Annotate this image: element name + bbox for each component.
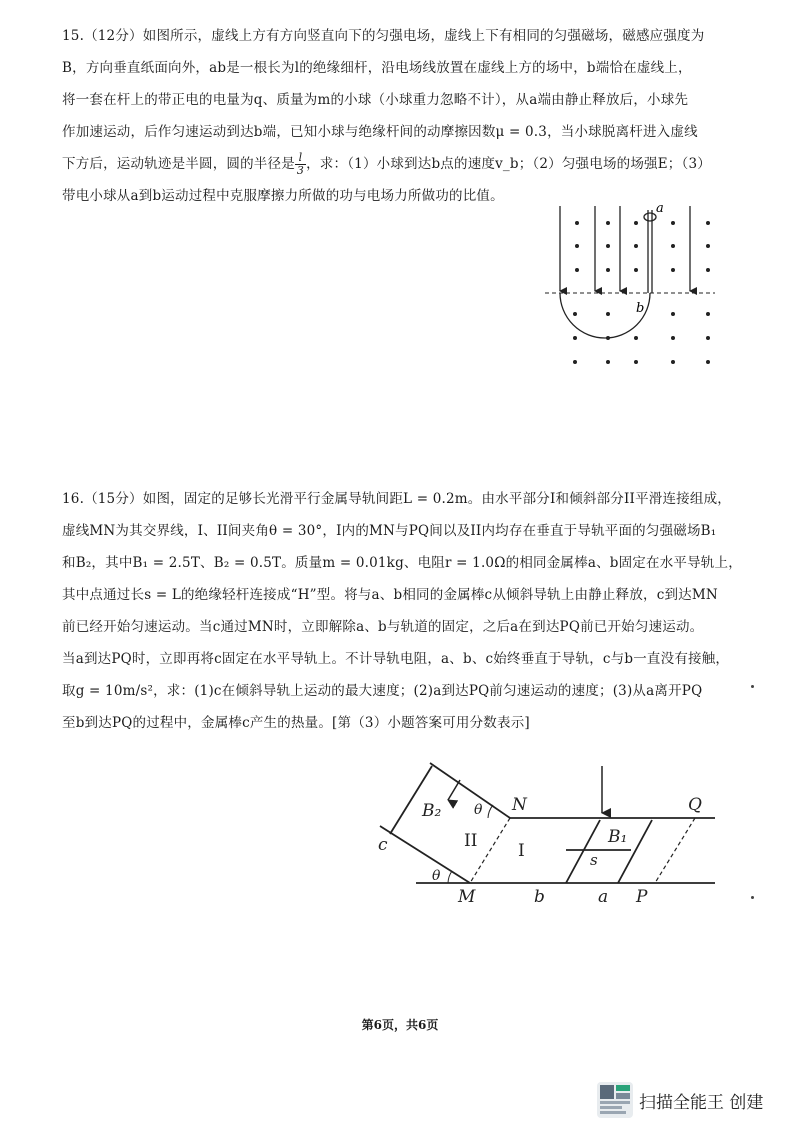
problem-15-line-2: B，方向垂直纸面向外，ab是一根长为l的绝缘细杆，沿电场线放置在虚线上方的场中，b端恰在虚线上， [62, 60, 692, 76]
label-region-II: II [464, 831, 478, 851]
problem-15-figure [540, 196, 720, 376]
problem-15-line-1: 15.（12分）如图所示，虚线上方有方向竖直向下的匀强电场，虚线上下有相同的匀强磁场，磁感应强度为 [62, 28, 705, 44]
angle-arc-top [488, 805, 493, 818]
watermark-text: 扫描全能王 创建 [639, 1092, 764, 1113]
label-region-I: I [518, 841, 525, 861]
region-2-left-edge [390, 766, 432, 834]
label-s: s [590, 851, 598, 869]
label-Q: Q [688, 795, 702, 815]
problem-16-line-8: 至b到达PQ的过程中，金属棒c产生的热量。[第（3）小题答案可用分数表示] [62, 715, 530, 731]
scanner-watermark [597, 1080, 763, 1120]
problem-15-line-5 [62, 148, 742, 180]
problem-15 [62, 20, 742, 212]
problem-15-line-3: 将一套在杆上的带正电的电量为q、质量为m的小球（小球重力忽略不计），从a端由静止释放后，小球先 [62, 92, 689, 108]
bead [644, 213, 656, 221]
problem-16-line-6: 当a到达PQ时，立即再将c固定在水平导轨上。不计导轨电阻，a、b、c始终垂直于导轨，c与b一直没有接触， [62, 651, 730, 667]
radius-fraction [295, 152, 306, 177]
problem-16-figure [370, 758, 720, 908]
camscanner-logo-icon [597, 1082, 633, 1118]
scan-speck [751, 896, 754, 899]
B2-arrow [448, 780, 460, 800]
problem-15-line-5-post: ，求：（1）小球到达b点的速度v_b；（2）匀强电场的场强E；（3） [306, 156, 711, 172]
label-c: c [378, 835, 388, 855]
label-b: b [636, 301, 645, 316]
radius-numerator: l [295, 152, 306, 165]
scan-speck [751, 685, 754, 688]
problem-16-line-5: 前已经开始匀速运动。当c通过MN时，立即解除a、b与轨道的固定，之后a在到达PQ前已开始匀速运动。 [62, 619, 704, 635]
problem-16-line-7: 取g = 10m/s²，求：(1)c在倾斜导轨上运动的最大速度；(2)a到达PQ前匀速运动的速度；(3)从a离开PQ [62, 683, 703, 699]
label-theta-top: θ [474, 802, 483, 818]
problem-15-line-5-pre: 下方后，运动轨迹是半圆，圆的半径是 [62, 156, 295, 172]
boundary-PQ [655, 818, 695, 883]
label-M: M [458, 887, 476, 907]
problem-16-line-4: 其中点通过长s = L的绝缘轻杆连接成“H”型。将与a、b相同的金属棒c从倾斜导轨上由静止释放，c到达MN [62, 587, 718, 603]
problem-15-line-4: 作加速运动，后作匀速运动到达b端，已知小球与绝缘杆间的动摩擦因数μ = 0.3，当小球脱离杆进入虚线 [62, 124, 698, 140]
label-B2: B₂ [422, 801, 442, 821]
label-N: N [512, 795, 527, 815]
label-B1: B₁ [608, 827, 628, 847]
label-theta-bottom: θ [432, 868, 441, 884]
problem-16-line-1: 16.（15分）如图，固定的足够长光滑平行金属导轨间距L = 0.2m。由水平部分I和倾斜部分II平滑连接组成， [62, 491, 731, 507]
incline-rail-top [430, 763, 510, 818]
page-number: 第6页，共6页 [361, 1018, 439, 1032]
problem-15-line-6: 带电小球从a到b运动过程中克服摩擦力所做的功与电场力所做功的比值。 [62, 188, 504, 204]
incline-rail-bottom [380, 826, 470, 883]
label-a: a [598, 887, 609, 907]
problem-16-line-3: 和B₂，其中B₁ = 2.5T、B₂ = 0.5T。质量m = 0.01kg、电阻r = 1.0Ω的相同金属棒a、b固定在水平导轨上， [62, 555, 742, 571]
label-P: P [636, 887, 648, 907]
problem-16 [62, 483, 742, 739]
radius-denominator: 3 [296, 164, 305, 177]
angle-arc-bottom [448, 871, 452, 883]
problem-16-line-2: 虚线MN为其交界线，I、II间夹角θ = 30°，I内的MN与PQ间以及II内均存在垂直于导轨平面的匀强磁场B₁ [62, 523, 717, 539]
label-b: b [534, 887, 545, 907]
label-a: a [656, 201, 664, 216]
